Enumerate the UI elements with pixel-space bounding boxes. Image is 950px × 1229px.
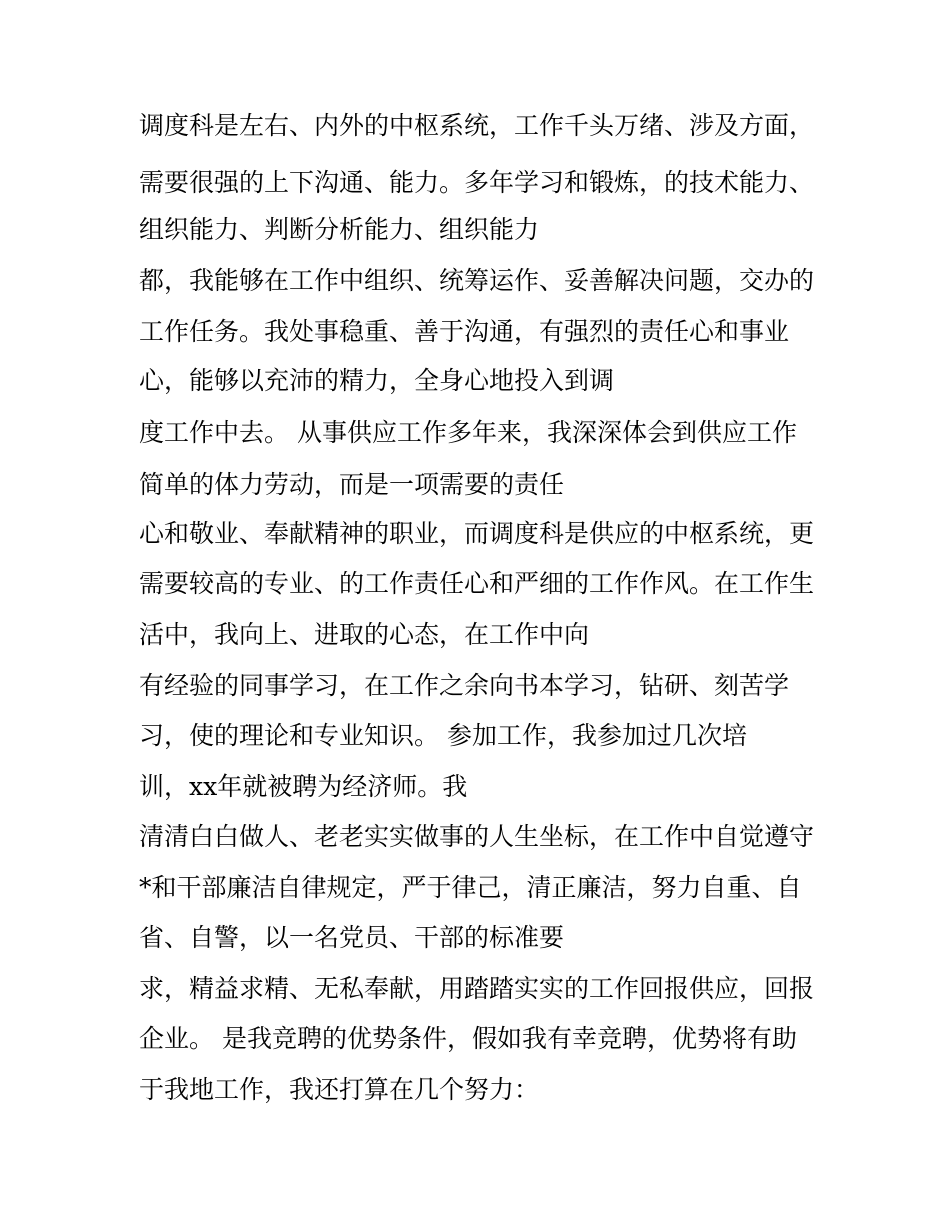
text-line: 心和敬业、奉献精神的职业，而调度科是供应的中枢系统，更 (139, 519, 815, 548)
text-line: 都，我能够在工作中组织、统筹运作、妥善解决问题，交办的 (139, 266, 815, 295)
text-line: 求，精益求精、无私奉献，用踏踏实实的工作回报供应，回报 (139, 974, 815, 1003)
text-line: 清清白白做人、老老实实做事的人生坐标，在工作中自觉遵守 (139, 822, 815, 851)
text-line: 简单的体力劳动，而是一项需要的责任 (139, 470, 565, 499)
text-line: 企业。 是我竞聘的优势条件，假如我有幸竞聘，优势将有助 (139, 1024, 797, 1053)
text-line: 有经验的同事学习，在工作之余向书本学习，钻研、刻苦学 (139, 671, 790, 700)
text-line: 工作任务。我处事稳重、善于沟通，有强烈的责任心和事业 (139, 317, 790, 346)
text-line: 省、自警，以一名党员、干部的标准要 (139, 923, 565, 952)
text-line: 习，使的理论和专业知识。 参加工作，我参加过几次培 (139, 721, 747, 750)
text-line: 活中，我向上、进取的心态，在工作中向 (139, 620, 590, 649)
text-line: 度工作中去。 从事供应工作多年来，我深深体会到供应工作 (139, 418, 797, 447)
text-line: 组织能力、判断分析能力、组织能力 (139, 215, 540, 244)
text-line: 需要较高的专业、的工作责任心和严细的工作作风。在工作生 (139, 569, 815, 598)
text-line: 调度科是左右、内外的中枢系统，工作千头万绪、涉及方面， (139, 111, 815, 140)
text-line: 心，能够以充沛的精力，全身心地投入到调 (139, 366, 615, 395)
text-line: *和干部廉洁自律规定，严于律己，清正廉洁，努力自重、自 (139, 873, 802, 902)
text-line: 训，xx年就被聘为经济师。我 (139, 772, 468, 801)
text-line: 需要很强的上下沟通、能力。多年学习和锻炼，的技术能力、 (139, 168, 815, 197)
text-line: 于我地工作，我还打算在几个努力： (139, 1075, 540, 1104)
